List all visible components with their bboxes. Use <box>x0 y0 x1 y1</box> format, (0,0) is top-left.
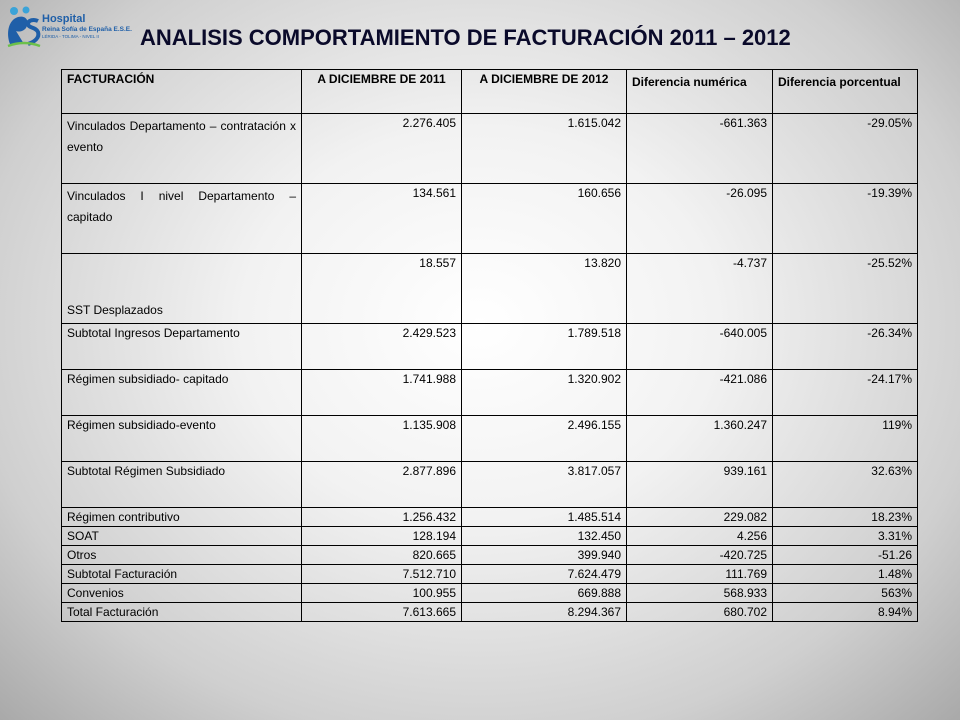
cell-pct: 3.31% <box>773 527 918 546</box>
table-row <box>62 416 918 462</box>
cell-pct: -26.34% <box>773 324 918 370</box>
cell-2012: 8.294.367 <box>462 603 627 622</box>
header-2012: A DICIEMBRE DE 2012 <box>462 70 627 114</box>
cell-2011: 7.613.665 <box>302 603 462 622</box>
table-row <box>62 546 918 565</box>
table-row <box>62 508 918 527</box>
cell-2012: 1.320.902 <box>462 370 627 416</box>
cell-dif: 111.769 <box>627 565 773 584</box>
hospital-logo <box>4 4 132 52</box>
cell-2011: 2.429.523 <box>302 324 462 370</box>
cell-2012: 160.656 <box>462 184 627 254</box>
billing-table <box>61 69 918 622</box>
cell-dif: 4.256 <box>627 527 773 546</box>
cell-pct: -25.52% <box>773 254 918 324</box>
table-row <box>62 370 918 416</box>
cell-2012: 1.789.518 <box>462 324 627 370</box>
cell-pct: 1.48% <box>773 565 918 584</box>
row-label: Régimen contributivo <box>62 508 302 527</box>
cell-2012: 13.820 <box>462 254 627 324</box>
cell-dif: -661.363 <box>627 114 773 184</box>
row-label: Subtotal Facturación <box>62 565 302 584</box>
row-label: Otros <box>62 546 302 565</box>
logo-location: LÉRIDA - TOLIMA - NIVEL II <box>42 34 99 39</box>
cell-2012: 399.940 <box>462 546 627 565</box>
cell-dif: 939.161 <box>627 462 773 508</box>
cell-dif: -421.086 <box>627 370 773 416</box>
row-label: Régimen subsidiado-evento <box>62 416 302 462</box>
row-label: Régimen subsidiado- capitado <box>62 370 302 416</box>
table-row-subtotal <box>62 565 918 584</box>
cell-pct: 8.94% <box>773 603 918 622</box>
header-facturacion: FACTURACIÓN <box>62 70 302 114</box>
cell-2012: 669.888 <box>462 584 627 603</box>
cell-pct: 119% <box>773 416 918 462</box>
row-label: Convenios <box>62 584 302 603</box>
row-label: Subtotal Régimen Subsidiado <box>62 462 302 508</box>
cell-dif: 1.360.247 <box>627 416 773 462</box>
cell-dif: -4.737 <box>627 254 773 324</box>
cell-pct: -24.17% <box>773 370 918 416</box>
row-label: SOAT <box>62 527 302 546</box>
header-diferencia-numerica: Diferencia numérica <box>627 70 773 114</box>
cell-dif: -420.725 <box>627 546 773 565</box>
header-diferencia-porcentual: Diferencia porcentual <box>773 70 918 114</box>
cell-2012: 132.450 <box>462 527 627 546</box>
row-label: Subtotal Ingresos Departamento <box>62 324 302 370</box>
header-2011: A DICIEMBRE DE 2011 <box>302 70 462 114</box>
cell-dif: 680.702 <box>627 603 773 622</box>
row-label: SST Desplazados <box>62 254 302 324</box>
cell-2011: 7.512.710 <box>302 565 462 584</box>
cell-2011: 128.194 <box>302 527 462 546</box>
cell-2012: 1.615.042 <box>462 114 627 184</box>
cell-dif: 229.082 <box>627 508 773 527</box>
cell-2011: 1.256.432 <box>302 508 462 527</box>
cell-pct: -51.26 <box>773 546 918 565</box>
cell-2011: 1.741.988 <box>302 370 462 416</box>
cell-2011: 1.135.908 <box>302 416 462 462</box>
table-row-total <box>62 603 918 622</box>
row-label: Total Facturación <box>62 603 302 622</box>
cell-dif: -26.095 <box>627 184 773 254</box>
cell-pct: 18.23% <box>773 508 918 527</box>
cell-2012: 2.496.155 <box>462 416 627 462</box>
cell-pct: -29.05% <box>773 114 918 184</box>
row-label: Vinculados Departamento – contratación x evento <box>62 114 302 184</box>
cell-2011: 134.561 <box>302 184 462 254</box>
row-label: Vinculados I nivel Departamento – capitado <box>62 184 302 254</box>
cell-dif: -640.005 <box>627 324 773 370</box>
logo-subtitle: Reina Sofía de España E.S.E. <box>42 26 132 33</box>
table-header-row <box>62 70 918 114</box>
cell-2011: 2.276.405 <box>302 114 462 184</box>
table-row <box>62 184 918 254</box>
logo-name: Hospital <box>42 13 86 25</box>
table-row-subtotal <box>62 462 918 508</box>
cell-2011: 820.665 <box>302 546 462 565</box>
cell-2012: 1.485.514 <box>462 508 627 527</box>
cell-pct: -19.39% <box>773 184 918 254</box>
table-row <box>62 527 918 546</box>
cell-pct: 32.63% <box>773 462 918 508</box>
cell-dif: 568.933 <box>627 584 773 603</box>
cell-pct: 563% <box>773 584 918 603</box>
cell-2012: 7.624.479 <box>462 565 627 584</box>
cell-2011: 100.955 <box>302 584 462 603</box>
cell-2011: 18.557 <box>302 254 462 324</box>
table-row <box>62 254 918 324</box>
table-row-subtotal <box>62 324 918 370</box>
table-row <box>62 584 918 603</box>
cell-2011: 2.877.896 <box>302 462 462 508</box>
table-row <box>62 114 918 184</box>
cell-2012: 3.817.057 <box>462 462 627 508</box>
page-title: ANALISIS COMPORTAMIENTO DE FACTURACIÓN 2011 – 2012 <box>140 25 791 50</box>
hospital-logo-mark-icon <box>4 4 44 50</box>
